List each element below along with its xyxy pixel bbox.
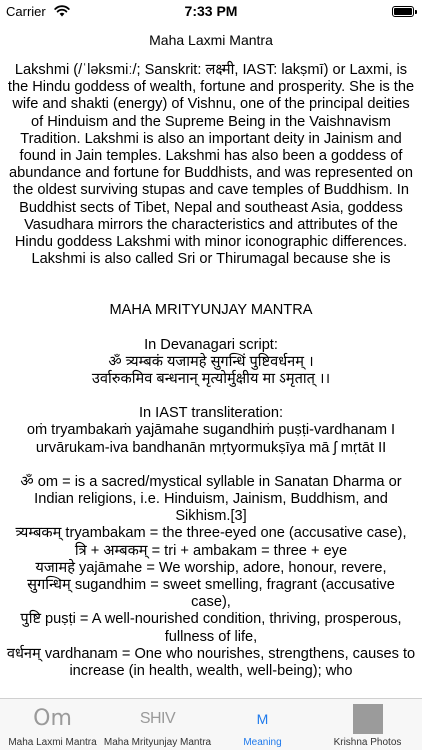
status-time: 7:33 PM <box>184 3 238 19</box>
meaning-line: वर्धनम् vardhanam = One who nourishes, strengthens, causes to increase (in health, wealth, well-being); who <box>6 645 416 680</box>
devanagari-heading: In Devanagari script: <box>144 336 278 353</box>
status-bar <box>0 0 422 24</box>
tab-label: Maha Laxmi Mantra <box>8 737 97 748</box>
iast-line-1: oṁ tryambakaṁ yajāmahe sugandhiṁ puṣṭi-vardhanam I <box>26 422 396 439</box>
page-title: Maha Laxmi Mantra <box>149 32 273 48</box>
tab-meaning[interactable] <box>210 699 315 751</box>
iast-line-2: urvārukam-iva bandhanān mṛtyormukṣīya mā ʃ mṛtāt II <box>35 439 387 456</box>
photo-icon <box>353 704 383 734</box>
om-icon: Om <box>33 706 72 731</box>
carrier-label: Carrier <box>6 4 46 19</box>
tab-maha-laxmi-mantra[interactable] <box>0 699 105 751</box>
tab-label: Maha Mrityunjay Mantra <box>103 737 212 748</box>
meaning-line: पुष्टि puṣṭi = A well-nourished condition, thriving, prosperous, fullness of life, <box>20 611 402 645</box>
scroll-content[interactable] <box>0 24 422 698</box>
mantra-heading: MAHA MRITYUNJAY MANTRA <box>109 302 313 319</box>
battery-icon <box>392 6 414 17</box>
meaning-line: ॐ om = is a sacred/mystical syllable in Sanatan Dharma or Indian religions, i.e. Hinduism, Jainism, Buddhism, and Sikhism.[3] <box>20 473 402 525</box>
m-icon: M <box>256 711 269 727</box>
meaning-line: यजामहे yajāmahe = We worship, adore, honour, revere, <box>35 559 387 576</box>
lakshmi-intro: Lakshmi (/ˈləksmiː/; Sanskrit: लक्ष्मी, IAST: lakṣmī) or Laxmi, is the Hindu goddess of wealth, fortune and prosperity. She is the wife and shakti (energy) of Vishnu, one of the principal deities of Hinduism and the Supreme Being in the Vaishnavism Tradition. Lakshmi is also an important deity in Jainism and found in Jain temples. Lakshmi has also been a goddess of abundance and fortune for Buddhists, and was represented on the oldest surviving stupas and cave temples of Buddhism. In Buddhist sects of Tibet, Nepal and southeast Asia, goddess Vasudhara mirrors the characteristics and attributes of the Hindu goddess Lakshmi with minor iconographic differences. Lakshmi is also called Sri or Thirumagal because she is <box>7 62 415 268</box>
meaning-line: त्रि + अम्बकम् = tri + ambakam = three + eye <box>74 542 348 559</box>
tab-krishna-photos[interactable] <box>315 699 420 751</box>
devanagari-line-2: उर्वारुकमिव बन्धनान् मृत्योर्मुक्षीय मा ऽमृतात् ।। <box>91 371 331 388</box>
meaning-text <box>6 62 416 680</box>
meaning-line: त्र्यम्बकम् tryambakam = the three-eyed one (accusative case), <box>15 525 407 542</box>
tab-label: Meaning <box>243 737 282 748</box>
devanagari-line-1: ॐ त्र्यम्बकं यजामहे सुगन्धिं पुष्टिवर्धनम् । <box>108 353 314 370</box>
meaning-line: सुगन्धिम् sugandhim = sweet smelling, fragrant (accusative case), <box>27 577 395 611</box>
shiv-icon: SHIV <box>139 710 176 727</box>
tab-maha-mrityunjay-mantra[interactable] <box>105 699 210 751</box>
tab-bar <box>0 698 422 750</box>
iast-heading: In IAST transliteration: <box>138 405 284 422</box>
tab-label: Krishna Photos <box>333 737 402 748</box>
